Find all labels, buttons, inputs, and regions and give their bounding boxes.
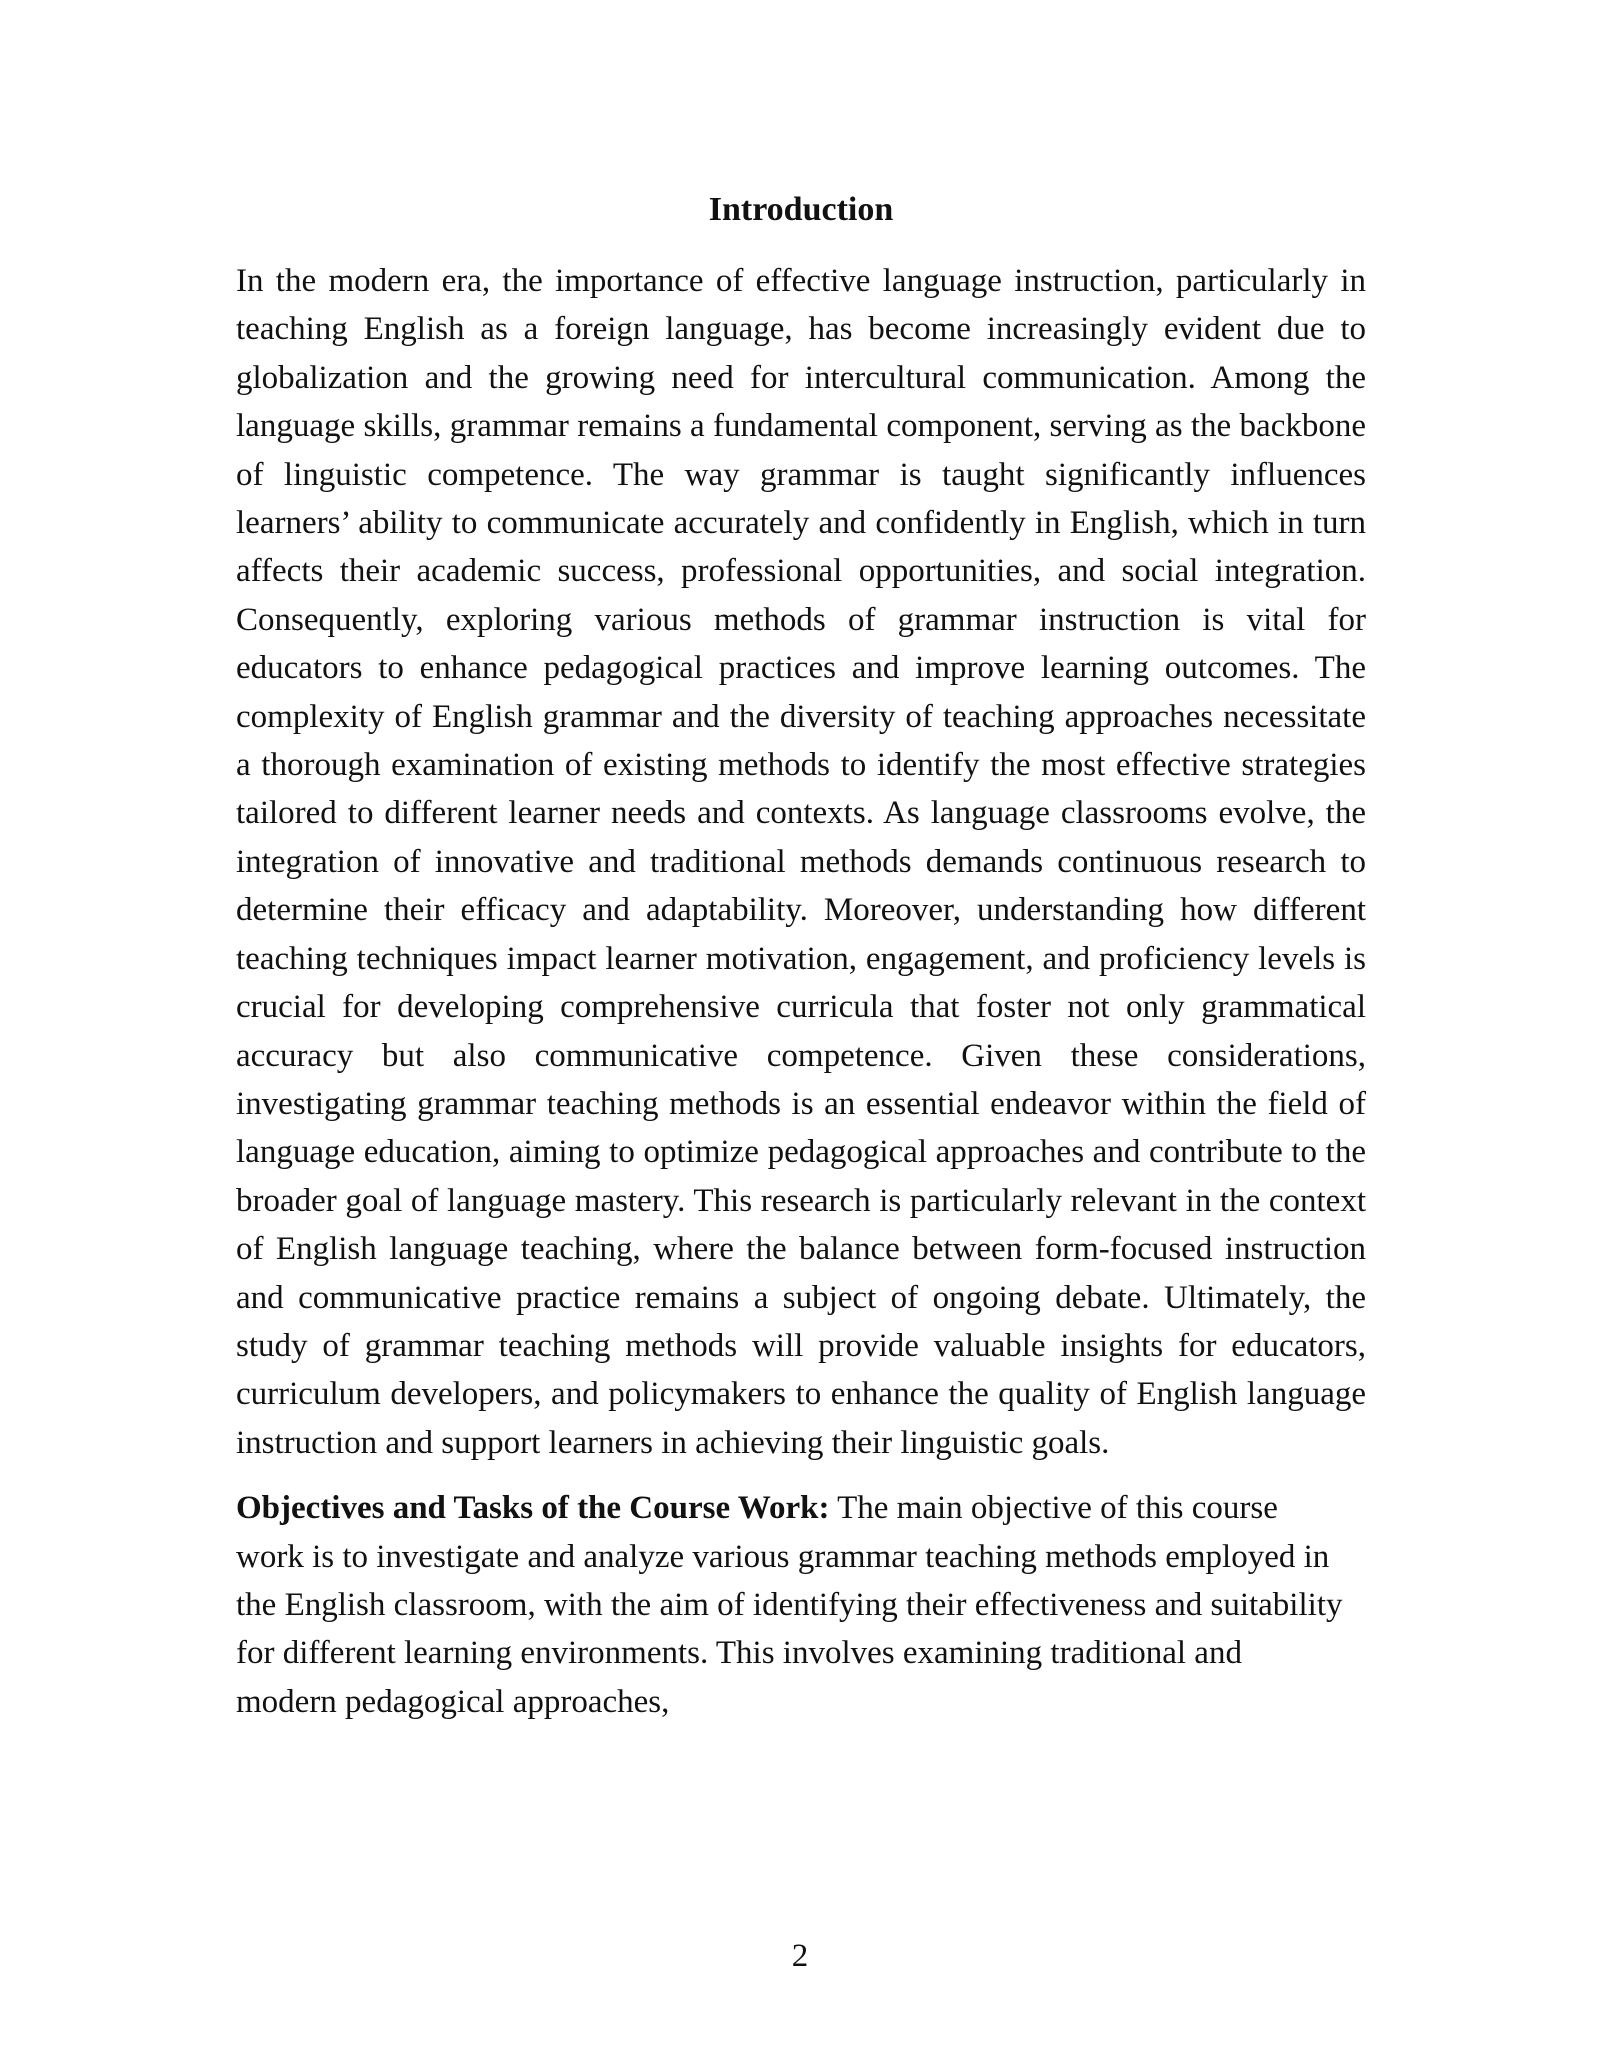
page-content bbox=[236, 186, 1366, 1726]
section-heading: Introduction bbox=[708, 191, 894, 228]
objectives-label: Objectives and Tasks of the Course Work: bbox=[236, 1490, 830, 1527]
objectives-text: The main objective of this course work is to investigate and analyze various grammar teaching methods employed in the English classroom, with the aim of identifying their effectiveness and suitability for different learning environments. This involves examining traditional and modern pedagogical approaches, bbox=[236, 1490, 1343, 1720]
page-number: 2 bbox=[791, 1938, 809, 1974]
introduction-paragraph: In the modern era, the importance of effective language instruction, particularly in teaching English as a foreign language, has become increasingly evident due to globalization and the growing need for intercultural communication. Among the language skills, grammar remains a fundamental component, serving as the backbone of linguistic competence. The way grammar is taught significantly influences learners’ ability to communicate accurately and confidently in English, which in turn affects their academic success, professional opportunities, and social integration. Consequently, exploring various methods of grammar instruction is vital for educators to enhance pedagogical practices and improve learning outcomes. The complexity of English grammar and the diversity of teaching approaches necessitate a thorough examination of existing methods to identify the most effective strategies tailored to different learner needs and contexts. As language classrooms evolve, the integration of innovative and traditional methods demands continuous research to determine their efficacy and adaptability. Moreover, understanding how different teaching techniques impact learner motivation, engagement, and proficiency levels is crucial for developing comprehensive curricula that foster not only grammatical accuracy but also communicative competence. Given these considerations, investigating grammar teaching methods is an essential endeavor within the field of language education, aiming to optimize pedagogical approaches and contribute to the broader goal of language mastery. This research is particularly relevant in the context of English language teaching, where the balance between form-focused instruction and communicative practice remains a subject of ongoing debate. Ultimately, the study of grammar teaching methods will provide valuable insights for educators, curriculum developers, and policymakers to enhance the quality of English language instruction and support learners in achieving their linguistic goals. bbox=[236, 263, 1366, 1461]
objectives-paragraph bbox=[236, 1484, 1346, 1726]
